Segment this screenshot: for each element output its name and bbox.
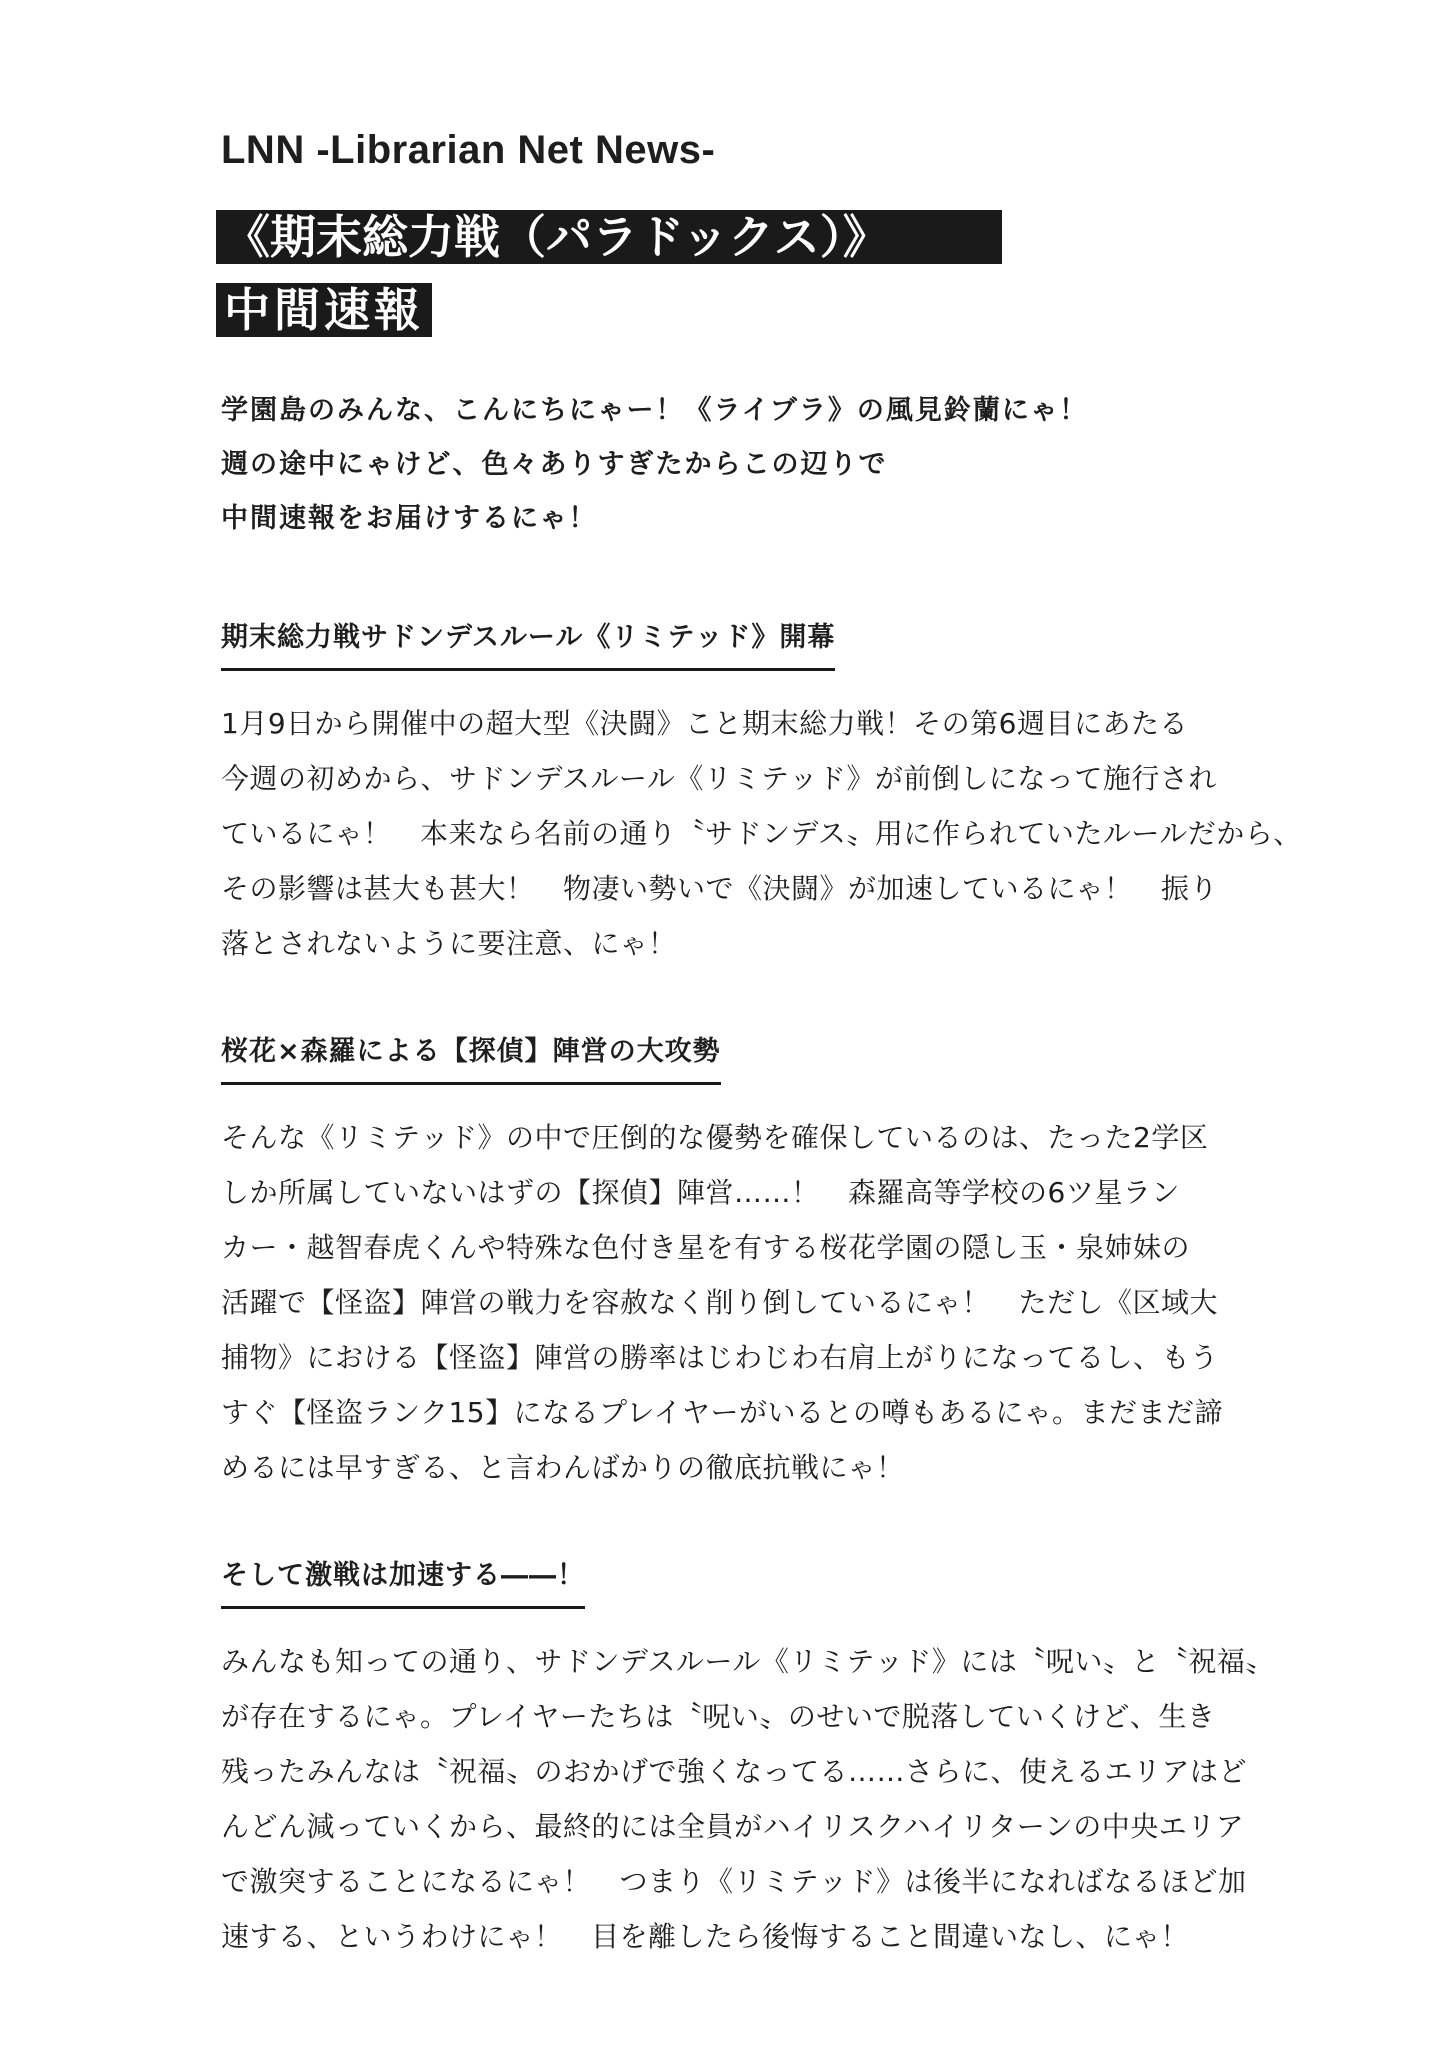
- body-line: 活躍で【怪盗】陣営の戦力を容赦なく削り倒しているにゃ！ ただし《区域大: [221, 1286, 1218, 1319]
- body-line: 速する、というわけにゃ！ 目を離したら後悔すること間違いなし、にゃ！: [221, 1920, 1189, 1953]
- section-body-limited-opening: [221, 696, 1302, 971]
- body-line: 捕物》における【怪盗】陣営の勝率はじわじわ右肩上がりになってるし、もう: [221, 1341, 1219, 1374]
- body-line: で激突することになるにゃ！ つまり《リミテッド》は後半になればなるほど加: [221, 1865, 1247, 1898]
- section-heading-detective-offensive: 桜花×森羅による【探偵】陣営の大攻勢: [221, 1032, 721, 1085]
- article-title-line-2: 中間速報: [216, 283, 432, 337]
- article-title-line-1: 《期末総力戦（パラドックス）》: [216, 210, 1002, 264]
- intro-paragraph: [221, 384, 1261, 546]
- body-line: ているにゃ！ 本来なら名前の通り〝サドンデス〟用に作られていたルールだから、: [221, 817, 1302, 850]
- body-line: んどん減っていくから、最終的には全員がハイリスクハイリターンの中央エリア: [221, 1810, 1245, 1843]
- newsletter-kicker: LNN -Librarian Net News-: [221, 128, 716, 172]
- body-line: 今週の初めから、サドンデスルール《リミテッド》が前倒しになって施行され: [221, 762, 1217, 795]
- intro-line: 中間速報をお届けするにゃ！: [221, 503, 598, 534]
- body-line: すぐ【怪盗ランク15】になるプレイヤーがいるとの噂もあるにゃ。まだまだ諦: [221, 1396, 1223, 1429]
- body-line: しか所属していないはずの【探偵】陣営……！ 森羅高等学校の6ツ星ラン: [221, 1176, 1180, 1209]
- body-line: その影響は甚大も甚大！ 物凄い勢いで《決闘》が加速しているにゃ！ 振り: [221, 872, 1218, 905]
- section-heading-battle-accelerates: そして激戦は加速する――！: [221, 1556, 585, 1609]
- body-line: そんな《リミテッド》の中で圧倒的な優勢を確保しているのは、たった2学区: [221, 1121, 1209, 1154]
- body-line: めるには早すぎる、と言わんばかりの徹底抗戦にゃ！: [221, 1451, 905, 1484]
- intro-line: 週の途中にゃけど、色々ありすぎたからこの辺りで: [221, 449, 888, 480]
- section-body-detective-offensive: [221, 1110, 1281, 1495]
- body-line: 残ったみんなは〝祝福〟のおかげで強くなってる……さらに、使えるエリアはど: [221, 1755, 1248, 1788]
- section-body-battle-accelerates: [221, 1634, 1281, 1964]
- body-line: 1月9日から開催中の超大型《決闘》こと期末総力戦！その第6週目にあたる: [221, 707, 1188, 740]
- body-line: が存在するにゃ。プレイヤーたちは〝呪い〟のせいで脱落していくけど、生き: [221, 1700, 1216, 1733]
- body-line: みんなも知っての通り、サドンデスルール《リミテッド》には〝呪い〟と〝祝福〟: [221, 1645, 1274, 1678]
- intro-line: 学園島のみんな、こんにちにゃー！《ライブラ》の風見鈴蘭にゃ！: [221, 395, 1089, 426]
- body-line: カー・越智春虎くんや特殊な色付き星を有する桜花学園の隠し玉・泉姉妹の: [221, 1231, 1191, 1264]
- body-line: 落とされないように要注意、にゃ！: [221, 927, 677, 960]
- section-heading-limited-opening: 期末総力戦サドンデスルール《リミテッド》開幕: [221, 618, 835, 671]
